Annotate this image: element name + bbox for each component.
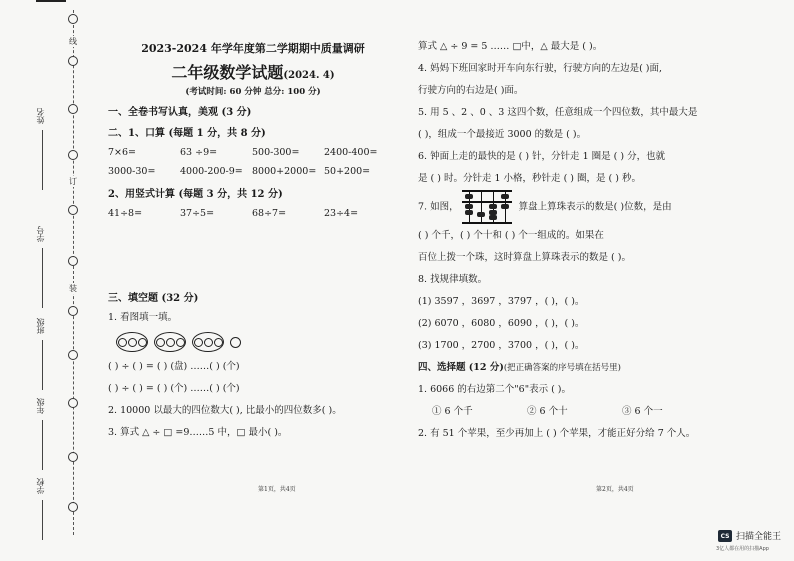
apple-icon bbox=[204, 338, 213, 347]
top-mark bbox=[36, 0, 66, 2]
question-8-3[interactable]: (3) 1700 ，2700 ，3700 ，( )，( )。 bbox=[418, 339, 585, 351]
choice-option[interactable]: ① 6 个千 bbox=[432, 405, 473, 417]
apple-icon bbox=[156, 338, 165, 347]
binding-ring bbox=[68, 104, 78, 114]
choice-question-1[interactable]: 1. 6066 的右边第二个"6"表示 ( )。 bbox=[418, 383, 572, 395]
abacus-icon bbox=[462, 190, 512, 224]
question-2[interactable]: 2. 10000 以最大的四位数大( ), 比最小的四位数多( )。 bbox=[108, 405, 342, 416]
oral-item[interactable]: 50+200= bbox=[324, 166, 371, 177]
binding-ring bbox=[68, 452, 78, 462]
question-7-line-3[interactable]: 百位上拨一个珠，这时算盘上算珠表示的数是 ( )。 bbox=[418, 251, 631, 263]
apple-icon bbox=[230, 337, 241, 348]
question-1: 1. 看图填一填。 bbox=[108, 312, 178, 323]
exam-info: (考试时间: 60 分钟 总分: 100 分) bbox=[185, 87, 321, 97]
plate-icon bbox=[154, 332, 186, 352]
fruit-illustration bbox=[116, 332, 398, 352]
question-4-line-2[interactable]: 行驶方向的右边是( )面。 bbox=[418, 85, 524, 96]
binding-ring bbox=[68, 256, 78, 266]
section-3-heading: 三、填空题 (32 分) bbox=[108, 293, 199, 304]
name-label: 姓名 bbox=[36, 108, 45, 124]
binding-ring bbox=[68, 205, 78, 215]
plate-icon bbox=[192, 332, 224, 352]
student-id-label: 学号 bbox=[36, 226, 45, 242]
oral-item[interactable]: 2400-400= bbox=[324, 147, 378, 158]
question-4-line-1[interactable]: 4. 妈妈下班回家时开车向东行驶，行驶方向的左边是( )面, bbox=[418, 63, 663, 74]
apple-icon bbox=[214, 338, 223, 347]
oral-item[interactable]: 7×6= bbox=[108, 147, 137, 158]
apple-icon bbox=[166, 338, 175, 347]
section-4-heading: 四、选择题 (12 分)(把正确答案的序号填在括号里) bbox=[418, 361, 621, 373]
school-field[interactable] bbox=[42, 500, 43, 540]
apple-icon bbox=[176, 338, 185, 347]
vertical-item[interactable]: 41÷8= bbox=[108, 208, 143, 219]
binding-margin bbox=[0, 0, 100, 561]
watermark-subtitle: 3亿人都在用的扫描App bbox=[716, 546, 769, 552]
grade-field[interactable] bbox=[42, 420, 43, 470]
binding-ring bbox=[68, 14, 78, 24]
binding-ring bbox=[68, 306, 78, 316]
class-label: 班级 bbox=[36, 318, 45, 334]
oral-item[interactable]: 4000-200-9= bbox=[180, 166, 243, 177]
vertical-item[interactable]: 68÷7= bbox=[252, 208, 287, 219]
apple-icon bbox=[128, 338, 137, 347]
question-5-line-2[interactable]: ( )，组成一个最接近 3000 的数是 ( )。 bbox=[418, 129, 587, 140]
vertical-calc-heading: 2、用竖式计算 (每题 3 分，共 12 分) bbox=[108, 189, 283, 200]
watermark-name: 扫描全能王 bbox=[736, 532, 782, 542]
binding-ring bbox=[68, 56, 78, 66]
apple-icon bbox=[138, 338, 147, 347]
question-8: 8. 找规律填数。 bbox=[418, 273, 488, 285]
question-6-line-1[interactable]: 6. 钟面上走的最快的是 ( ) 针，分针走 1 圈是 ( ) 分，也就 bbox=[418, 151, 666, 162]
apple-icon bbox=[194, 338, 203, 347]
binding-char: 订 bbox=[69, 177, 77, 186]
left-page bbox=[108, 40, 398, 444]
oral-item[interactable]: 500-300= bbox=[252, 147, 300, 158]
question-5-line-1[interactable]: 5. 用 5 、2 、0 、3 这四个数，任意组成一个四位数，其中最大是 bbox=[418, 107, 698, 118]
binding-char: 线 bbox=[69, 37, 77, 46]
oral-row bbox=[108, 166, 398, 177]
grade-label: 年级 bbox=[36, 398, 45, 414]
plate-icon bbox=[116, 332, 148, 352]
binding-ring bbox=[68, 398, 78, 408]
vertical-item[interactable]: 23÷4= bbox=[324, 208, 359, 219]
choice-option[interactable]: ③ 6 个一 bbox=[622, 405, 663, 417]
oral-item[interactable]: 8000+2000= bbox=[252, 166, 317, 177]
school-label: 学校 bbox=[36, 478, 45, 494]
student-id-field[interactable] bbox=[42, 248, 43, 308]
question-3[interactable]: 3. 算式 △ ÷ □ =9……5 中，□ 最小( )。 bbox=[108, 427, 288, 438]
apple-icon bbox=[118, 338, 127, 347]
question-1-line-1[interactable]: ( ) ÷ ( ) = ( ) (盘) ……( ) (个) bbox=[108, 361, 240, 372]
question-6-line-2[interactable]: 是 ( ) 时。分针走 1 小格，秒针走 ( ) 圈，是 ( ) 秒。 bbox=[418, 173, 642, 184]
oral-row bbox=[108, 147, 398, 158]
choice-question-2[interactable]: 2. 有 51 个苹果，至少再加上 ( ) 个苹果，才能正好分给 7 个人。 bbox=[418, 427, 696, 439]
binding-ring bbox=[68, 150, 78, 160]
vertical-row bbox=[108, 208, 398, 219]
binding-ring bbox=[68, 350, 78, 360]
class-field[interactable] bbox=[42, 340, 43, 390]
question-7-line-1[interactable]: 7. 如图， 算盘上算珠表示的数是( )位数，是由 bbox=[418, 190, 718, 225]
exam-title: 2023-2024 年学年度第二学期期中质量调研 bbox=[141, 42, 365, 55]
choice-option[interactable]: ② 6 个十 bbox=[527, 405, 568, 417]
question-3-continued[interactable]: 算式 △ ÷ 9 = 5 …… □中，△ 最大是 ( )。 bbox=[418, 41, 603, 52]
exam-subject: 二年级数学试题(2024. 4) bbox=[171, 63, 335, 82]
question-8-1[interactable]: (1) 3597 ，3697 ，3797 ，( )，( )。 bbox=[418, 295, 585, 307]
question-8-2[interactable]: (2) 6070 ，6080 ，6090 ，( )，( )。 bbox=[418, 317, 585, 329]
question-7-line-2[interactable]: ( ) 个千，( ) 个十和 ( ) 个一组成的。如果在 bbox=[418, 229, 604, 241]
oral-item[interactable]: 3000-30= bbox=[108, 166, 156, 177]
page-number-left: 第1页，共4页 bbox=[258, 486, 296, 493]
exam-date: (2024. 4) bbox=[283, 70, 335, 81]
name-field[interactable] bbox=[42, 130, 43, 190]
right-page bbox=[418, 40, 718, 445]
page-number-right: 第2页，共4页 bbox=[596, 486, 634, 493]
oral-item[interactable]: 63 ÷9= bbox=[180, 147, 218, 158]
camscanner-logo-icon: CS bbox=[718, 530, 732, 542]
question-1-line-2[interactable]: ( ) ÷ ( ) = ( ) (个) ……( ) (个) bbox=[108, 383, 240, 394]
choice-options bbox=[418, 401, 718, 423]
binding-ring bbox=[68, 502, 78, 512]
section-1-heading: 一、全卷书写认真，美观 (3 分) bbox=[108, 107, 252, 118]
section-2-heading: 二、1、口算 (每题 1 分，共 8 分) bbox=[108, 128, 266, 139]
vertical-item[interactable]: 37÷5= bbox=[180, 208, 215, 219]
binding-char: 装 bbox=[69, 284, 77, 293]
